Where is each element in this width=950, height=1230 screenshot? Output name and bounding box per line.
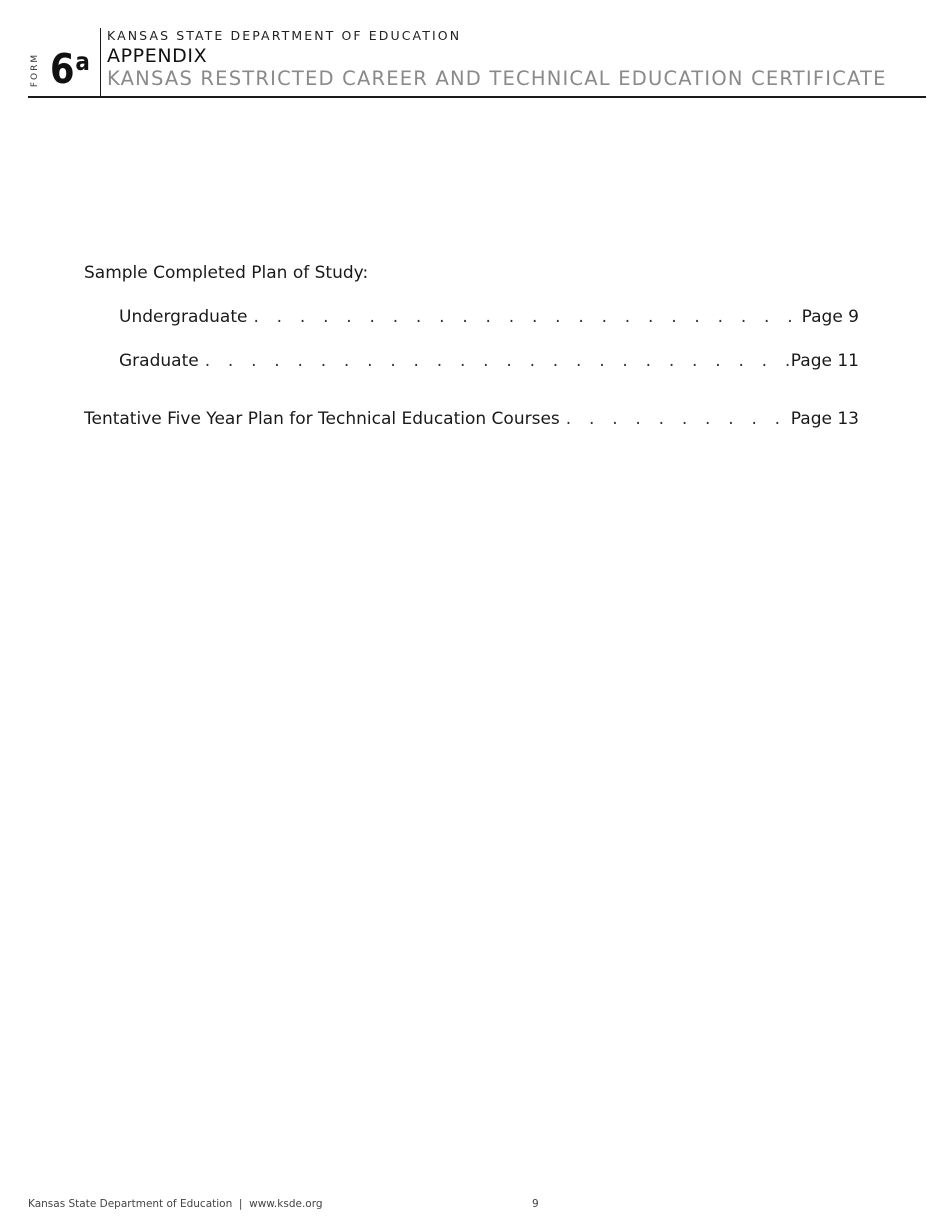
intro-text: Sample Completed Plan of Study: — [84, 263, 369, 283]
toc-item-page: Page 9 — [801, 307, 859, 327]
footer-page-number: 9 — [532, 1198, 539, 1210]
toc-item-label: Tentative Five Year Plan for Technical Education Courses — [84, 409, 560, 429]
header-text — [107, 28, 887, 92]
form-number — [50, 46, 88, 92]
header-divider — [100, 28, 101, 96]
agency-name: KANSAS STATE DEPARTMENT OF EDUCATION — [107, 28, 462, 43]
toc-item-page: Page 11 — [790, 351, 859, 371]
toc-item-graduate — [84, 350, 859, 372]
toc-leader-dots — [205, 350, 789, 372]
section-title: APPENDIX — [107, 45, 208, 67]
toc-item-label: Graduate — [119, 351, 199, 371]
toc-leader-dots — [566, 408, 789, 430]
table-of-contents — [84, 306, 859, 430]
document-title: KANSAS RESTRICTED CAREER AND TECHNICAL EDUCATION CERTIFICATE — [107, 67, 887, 90]
toc-leader-dots — [253, 306, 799, 328]
form-number-suffix: a — [75, 47, 89, 76]
form-label-text: FORM — [30, 52, 40, 88]
footer-credit: Kansas State Department of Education | www.ksde.org — [28, 1198, 323, 1210]
page-header — [28, 26, 926, 98]
toc-item-label: Undergraduate — [119, 307, 248, 327]
form-number-digit: 6 — [50, 45, 73, 93]
toc-item-five-year-plan — [84, 408, 859, 430]
form-label — [28, 50, 42, 90]
toc-item-page: Page 13 — [790, 409, 859, 429]
toc-item-undergraduate — [84, 306, 859, 328]
main-content — [84, 262, 859, 430]
